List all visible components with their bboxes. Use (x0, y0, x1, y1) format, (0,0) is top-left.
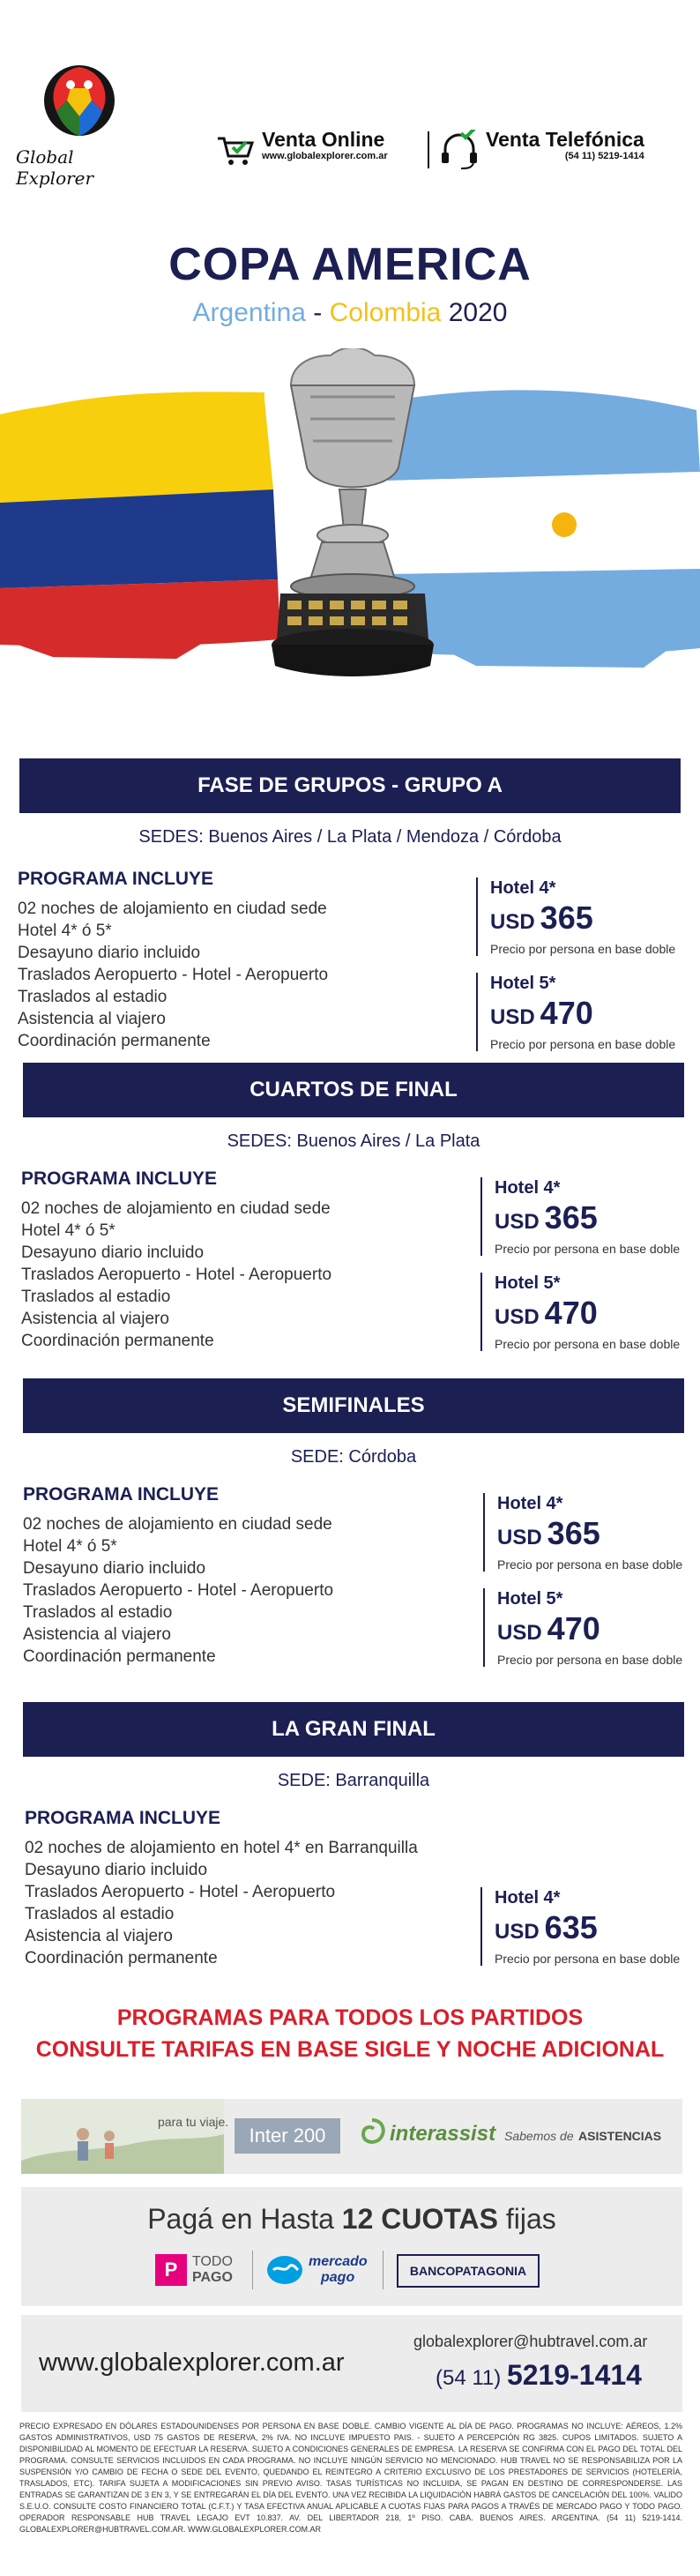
hero-subtitle (0, 298, 700, 328)
price-amount: 470 (540, 995, 593, 1031)
list-item: Traslados Aeropuerto - Hotel - Aeropuerto (21, 1266, 332, 1284)
list-item: Traslados al estadio (23, 1603, 173, 1622)
list-item: Desayuno diario incluido (25, 1861, 208, 1879)
price-currency: USD (495, 1305, 540, 1329)
price-hotel4 (480, 1177, 680, 1256)
hero-dash: - (305, 298, 330, 327)
list-item: Hotel 4* ó 5* (18, 922, 112, 940)
venta-online-title: Venta Online (262, 128, 385, 151)
cuotas-post: fijas (498, 2203, 556, 2235)
price-hotel5 (483, 1588, 682, 1667)
price-currency: USD (490, 1005, 535, 1029)
hero-argentina: Argentina (192, 298, 306, 327)
cuotas-pre: Pagá en Hasta (147, 2203, 342, 2235)
price-value (490, 994, 675, 1037)
list-item: Coordinación permanente (21, 1332, 214, 1350)
shopping-cart-check-icon (216, 133, 255, 168)
price-label: Hotel 5* (495, 1273, 561, 1293)
sabemos-label: Sabemos de (504, 2129, 574, 2143)
price-currency: USD (497, 1621, 542, 1645)
price-note: Precio por persona en base doble (497, 1653, 683, 1667)
list-item: Traslados al estadio (21, 1288, 171, 1306)
venta-telefonica[interactable] (486, 128, 644, 174)
price-currency: USD (490, 910, 535, 934)
todo-pago-logo (192, 2254, 233, 2286)
list-item: 02 noches de alojamiento en ciudad sede (21, 1199, 331, 1218)
payment-banner (21, 2187, 682, 2306)
section-title-semifinales: SEMIFINALES (23, 1378, 684, 1433)
price-note: Precio por persona en base doble (497, 1557, 683, 1572)
price-label: Hotel 4* (490, 878, 556, 898)
promo-text (0, 2002, 700, 2065)
logo-wordmark: Global Explorer (16, 146, 94, 189)
price-value (497, 1514, 682, 1557)
list-item: Asistencia al viajero (23, 1625, 171, 1644)
divider (383, 2251, 384, 2289)
sede-cuartos: SEDES: Buenos Aires / La Plata (227, 1131, 480, 1151)
price-hotel5 (476, 973, 675, 1051)
price-value (490, 899, 675, 942)
price-note: Precio por persona en base doble (495, 1337, 681, 1351)
cuotas-heading (21, 2203, 682, 2236)
insurance-tagline: para tu viaje. (158, 2115, 229, 2129)
venta-telefonica-title: Venta Telefónica (486, 128, 644, 151)
sede-semifinales: SEDE: Córdoba (290, 1447, 417, 1467)
mp-1: mercado (309, 2254, 368, 2269)
price-amount: 470 (547, 1610, 600, 1646)
list-item: Coordinación permanente (18, 1032, 211, 1049)
section-title-fase-grupos: FASE DE GRUPOS - GRUPO A (19, 758, 681, 813)
venta-online-url[interactable]: www.globalexplorer.com.ar (262, 151, 388, 161)
phone-prefix: (54 11) (436, 2366, 507, 2390)
list-item: 02 noches de alojamiento en hotel 4* en Barranquilla (25, 1839, 418, 1857)
list-item: Asistencia al viajero (18, 1010, 166, 1028)
list-item: Traslados Aeropuerto - Hotel - Aeropuerto (18, 966, 329, 984)
price-label: Hotel 5* (490, 974, 556, 993)
list-item: Hotel 4* ó 5* (23, 1537, 117, 1556)
price-value (497, 1609, 682, 1653)
hero-year: 2020 (441, 298, 508, 327)
programa-list (23, 1513, 464, 1668)
headset-check-icon (438, 130, 479, 172)
list-item: Asistencia al viajero (25, 1927, 173, 1945)
price-amount: 470 (544, 1295, 598, 1331)
asistencias-label: ASISTENCIAS (578, 2129, 662, 2143)
hero-colombia: Colombia (329, 298, 442, 327)
programa-list (21, 1198, 462, 1352)
price-label: Hotel 4* (497, 1494, 563, 1513)
list-item: Coordinación permanente (25, 1949, 218, 1967)
promo-line-2: CONSULTE TARIFAS EN BASE SIGLE Y NOCHE ADICIONAL (35, 2037, 665, 2062)
todo-pago-1: TODO (192, 2254, 233, 2269)
price-note: Precio por persona en base doble (495, 1242, 681, 1256)
phone-number[interactable] (436, 2359, 642, 2392)
price-value (495, 1294, 680, 1337)
venta-online[interactable] (262, 128, 388, 174)
programa-heading: PROGRAMA INCLUYE (21, 1169, 218, 1189)
list-item: Traslados Aeropuerto - Hotel - Aeropuerto (23, 1581, 334, 1600)
banco-patagonia-logo: BANCOPATAGONIA (397, 2254, 540, 2288)
venta-telefonica-phone[interactable]: (54 11) 5219-1414 (564, 151, 644, 161)
price-note: Precio por persona en base doble (490, 1037, 676, 1051)
list-item: Hotel 4* ó 5* (21, 1221, 115, 1240)
interassist-swirl-icon (356, 2117, 388, 2152)
section-title-cuartos: CUARTOS DE FINAL (23, 1063, 684, 1117)
venta-header (216, 128, 683, 174)
price-amount: 635 (544, 1909, 598, 1945)
price-hotel4 (476, 877, 675, 956)
list-item: Traslados al estadio (25, 1905, 175, 1923)
price-amount: 365 (544, 1199, 598, 1236)
legal-disclaimer: PRECIO EXPRESADO EN DÓLARES ESTADOUNIDENSES POR PERSONA EN BASE DOBLE. CAMBIO VIGENTE AL DÍA DE PAGO. PROGRAMAS NO INCLUYE: AÉREOS, 1.2% GASTOS ADMINISTRATIVOS, USD 75 GASTOS DE RESERVA, 2% IVA. NO INCLUYE IMPUESTO PAIS. - SUJETO A PERCEPCIÓN RG 3825. CUPOS LIMITADOS. SUJETO A DISPONIBILIDAD AL MOMENTO DE EFECTUAR LA RESERVA. SUJETO A CONDICIONES GENERALES DE EMPRESA. LA RESERVA SE CONFIRMA CON EL PAGO DEL TOTAL DEL PROGRAMA. CONSULTE SERVICIOS INCLUIDOS EN CADA PROGRAMA. NO INCLUYE NINGÚN SERVICIO NO MENCIONADO. HUB TRAVEL NO SE RESPONSABILIZA POR LA SUSPENSIÓN Y/O CAMBIO DE FECHA O SEDE DEL EVENTO, QUEDANDO EL REINTEGRO A CRITERIO EXCLUSIVO DE LOS PRESTADORES DE SERVICIOS (HOTELERÍA, TRASLADOS, ETC). TARIFA SUJETA A MODIFICACIONES SIN PREVIO AVISO. TASAS TURÍSTICAS NO INCLUIDA, SE PAGAN EN DESTINO DE CORRESPONDERSE. LAS ENTRADAS SE GARANTIZAN DE 3 EN 3, Y SE ENTREGARÁN EL DÍA DEL EVENTO. UNA VEZ RECIBIDA LA LIQUIDACIÓN HABRÁ GASTOS DE CANCELACIÓN DEL 100%. VALIDO S.E.U.O. CONSULTE COSTO FINANCIERO TOTAL (C.F.T.) Y TASA EFECTIVA ANUAL APLICABLE A CUOTAS FIJAS PARA PAGOS A TRAVÉS DE MERCADO PAGO Y TODO PAGO. OPERADOR RESPONSABLE HUB TRAVEL LEGAJO EVT 10.837. AV. DEL LIBERTADOR 218, 1º PISO. CABA. BUENOS AIRES. ARGENTINA. (54 11) 5219-1414. GLOBALEXPLORER@HUBTRAVEL.COM.AR. WWW.GLOBALEXPLORER.COM.AR (19, 2422, 682, 2534)
phone-main: 5219-1414 (506, 2359, 642, 2391)
sede-fase-grupos: SEDES: Buenos Aires / La Plata / Mendoza / Córdoba (138, 827, 562, 847)
hero-flags-trophy-image (0, 348, 700, 728)
website-link[interactable]: www.globalexplorer.com.ar (39, 2348, 345, 2377)
programa-heading: PROGRAMA INCLUYE (25, 1808, 221, 1828)
todo-pago-2: PAGO (192, 2270, 233, 2285)
list-item: Desayuno diario incluido (21, 1243, 205, 1262)
page-title: COPA AMERICA (168, 239, 532, 290)
list-item: Traslados Aeropuerto - Hotel - Aeropuerto (25, 1883, 336, 1901)
price-label: Hotel 4* (495, 1888, 561, 1908)
price-value (495, 1908, 680, 1952)
programa-list (25, 1837, 465, 1969)
programa-heading: PROGRAMA INCLUYE (23, 1484, 220, 1505)
cuotas-bold: 12 CUOTAS (341, 2203, 498, 2235)
list-item: 02 noches de alojamiento en ciudad sede (18, 900, 327, 918)
price-currency: USD (495, 1210, 540, 1234)
todo-pago-icon: P (155, 2254, 187, 2286)
divider (252, 2251, 253, 2289)
promo-line-1: PROGRAMAS PARA TODOS LOS PARTIDOS (116, 2005, 584, 2030)
programa-heading: PROGRAMA INCLUYE (18, 869, 214, 889)
interassist-brand: interassist (390, 2122, 496, 2146)
mercado-pago-handshake-icon (266, 2254, 303, 2286)
list-item: Asistencia al viajero (21, 1310, 169, 1328)
globe-mask-icon (41, 62, 118, 139)
price-amount: 365 (540, 900, 593, 936)
price-note: Precio por persona en base doble (495, 1952, 681, 1966)
venta-divider (428, 131, 429, 168)
list-item: Traslados al estadio (18, 988, 168, 1006)
price-currency: USD (497, 1526, 542, 1549)
programa-list (18, 898, 458, 1049)
price-value (495, 1198, 680, 1242)
interassist-banner[interactable] (21, 2099, 682, 2174)
email-link[interactable]: globalexplorer@hubtravel.com.ar (413, 2333, 648, 2350)
price-hotel5 (480, 1273, 680, 1351)
mp-2: pago (321, 2270, 355, 2285)
price-hotel4 (483, 1493, 682, 1572)
contact-banner (21, 2315, 682, 2412)
list-item: Coordinación permanente (23, 1647, 216, 1666)
sede-gran-final: SEDE: Barranquilla (277, 1771, 430, 1790)
travel-photo-icon (21, 2099, 224, 2174)
price-label: Hotel 5* (497, 1589, 563, 1609)
price-note: Precio por persona en base doble (490, 942, 676, 956)
price-currency: USD (495, 1920, 540, 1944)
list-item: Desayuno diario incluido (23, 1559, 206, 1578)
list-item: Desayuno diario incluido (18, 944, 201, 962)
insurance-plan-badge: Inter 200 (235, 2118, 340, 2154)
price-hotel4 (480, 1887, 680, 1966)
list-item: 02 noches de alojamiento en ciudad sede (23, 1515, 332, 1534)
price-label: Hotel 4* (495, 1178, 561, 1198)
mercado-pago-logo (309, 2254, 368, 2286)
price-amount: 365 (547, 1515, 600, 1551)
global-explorer-logo[interactable] (16, 62, 153, 189)
section-title-gran-final: LA GRAN FINAL (23, 1702, 684, 1757)
